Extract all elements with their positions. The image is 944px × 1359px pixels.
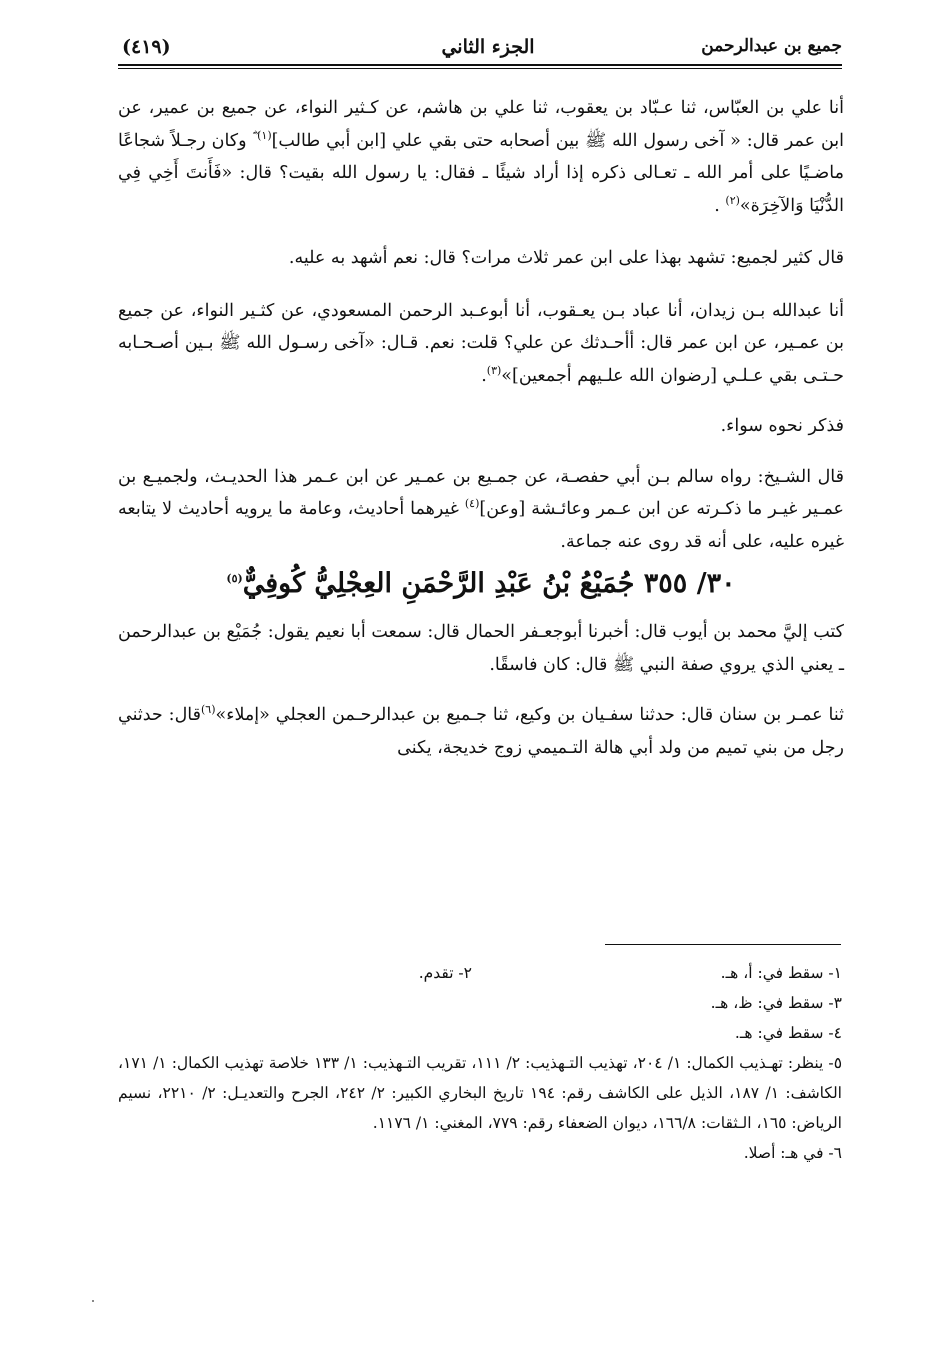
footnote-ref-2: (٢) (725, 193, 740, 207)
paragraph-5-text-a: قال الشـيخ: رواه سالم بـن أبي حفصـة، عن جمـيع بن عمـير عن ابن عـمر هذا الحديـث، ولجميـع بن عمـير غيـر ما ذكـرته عن ابن عـمر وعائـشة [وعن] (118, 466, 844, 519)
page-number: (٤١٩) (122, 36, 171, 58)
paragraph-2: قال كثير لجميع: تشهد بهذا على ابن عمر ثلاث مرات؟ قال: نعم أشهد به عليه. (288, 248, 844, 268)
paragraph-1-text-end: . (714, 195, 726, 216)
paragraph-6: كتب إليَّ محمد بن أيوب قال: أخبرنا أبوجعـفر الحمال قال: سمعت أبا نعيم يقول: جُمَيْع بن عبدالرحمن ـ يعني الذي يروي صفة النبي ﷺ قال: كان فاسقًا. (118, 622, 844, 675)
paragraph-1 (118, 92, 844, 222)
running-title: جميع بن عبدالرحمن (701, 36, 842, 56)
paragraph-7-text-a: ثنا عمـر بن سنان قال: حدثنا سفـيان بن وكيع، ثنا جـميع بن عبدالرحـمن العجلي «إملاء» (215, 705, 845, 725)
footnote-4: ٤- سقط في: هـ. (734, 1024, 842, 1042)
footnote-5: ٥- ينظر: تهـذيب الكمال: ١/ ٢٠٤، تهذيب التـهذيب: ٢/ ١١١، تقريب التـهذيب: ١/ ١٣٣ خلاصة تهذيب الكمال: ١/ ١٧١، الكاشف: ١/ ١٨٧، الذيل على الكاشف رقم: ١٩٤ تاريخ البخاري الكبير: ٢/ ٢٤٢، الجرح والتعديـل: ٢/ ٢٢١٠، نسيم الرياض: ١٦٥، الـثقات: ١٦٦/٨، ديوان الضعفاء رقم: ٧٧٩، المغني: ١/ ١١٧٦. (118, 1054, 843, 1132)
entry-title-text: ٣٠/ ٣٥٥ جُمَيْعُ بْنُ عَبْدِ الرَّحْمَنِ العِجْلِيُّ كُوفِيٌّ (242, 568, 736, 599)
footnote-2: ٢- تقدم. (418, 964, 472, 982)
footnote-1: ١- سقط في: أ، هـ. (720, 964, 842, 982)
paragraph-1-text-a: أنا علي بن العبّاس، ثنا عـبّاد بن يعقوب، ثنا علي بن هاشم، عن كـثير النواء، عن جميع بن عمير، عن ابن عمر قال: « آخى رسول الله ﷺ بين أصحابه حتى بقي علي [ابن أبي طالب] (118, 98, 844, 151)
entry-title (118, 564, 844, 604)
footnote-ref-6: (٦) (201, 703, 216, 717)
scan-speck (92, 1300, 94, 1302)
footnote-ref-5: (٥) (226, 572, 243, 585)
paragraph-3-text-end: . (481, 365, 487, 386)
footnote-ref-4: (٤) (464, 497, 480, 511)
footnote-6: ٦- في هـ: أصلا. (743, 1144, 842, 1162)
footnote-ref-1: (١) (257, 128, 272, 142)
footnotes (118, 958, 842, 1168)
main-text (118, 92, 844, 784)
paragraph-5-text-b: غيرهما أحاديث، وعامة ما يرويه أحاديث لا يتابعه غيره عليه، على أنه قد روى عنه جماعة. (118, 499, 844, 552)
paragraph-3-text: أنا عبدالله بـن زيدان، أنا عباد بـن يعـقوب، أنا أبوعـبد الرحمن المسعودي، عن كثـير النواء، عن جميع بن عمـير، عن ابن عمر قال: أأحـدثك عن علي؟ قلت: نعم. قـال: «آخى رسـول الله ﷺ بـين أصـحـابه حـتـى بقي عـلـي [رضوان الله علـيهم أجمعين]» (118, 300, 844, 386)
paragraph-4: فذكر نحوه سواء. (720, 416, 844, 436)
footnote-3: ٣- سقط في: ظ، هـ. (710, 994, 842, 1012)
paragraph-1-text-b: ؓ وكان رجـلاً شجاعًا ماضـيًا على أمر الله ـ تعـالى ذكره إذا أراد شيئًا ـ فقال: يا رسول الله بقيت؟ قال: «فَأَنتَ أَخِي فِي الدُّنْيَا وَالآخِرَة» (118, 130, 844, 216)
paragraph-7-text-b: قال: حدثني رجل من بني تميم من ولد أبي هالة التـميمي زوج خديجة، يكنى (118, 705, 844, 758)
footnote-row-1-2 (118, 958, 842, 988)
part-label: الجزء الثاني (441, 36, 535, 58)
footnote-rule (605, 944, 841, 945)
paragraph-7 (118, 699, 844, 764)
paragraph-3 (118, 295, 844, 393)
paragraph-5 (118, 461, 844, 559)
footnote-ref-3: (٣) (486, 363, 502, 377)
page-header (118, 30, 842, 66)
header-rule (118, 64, 842, 69)
